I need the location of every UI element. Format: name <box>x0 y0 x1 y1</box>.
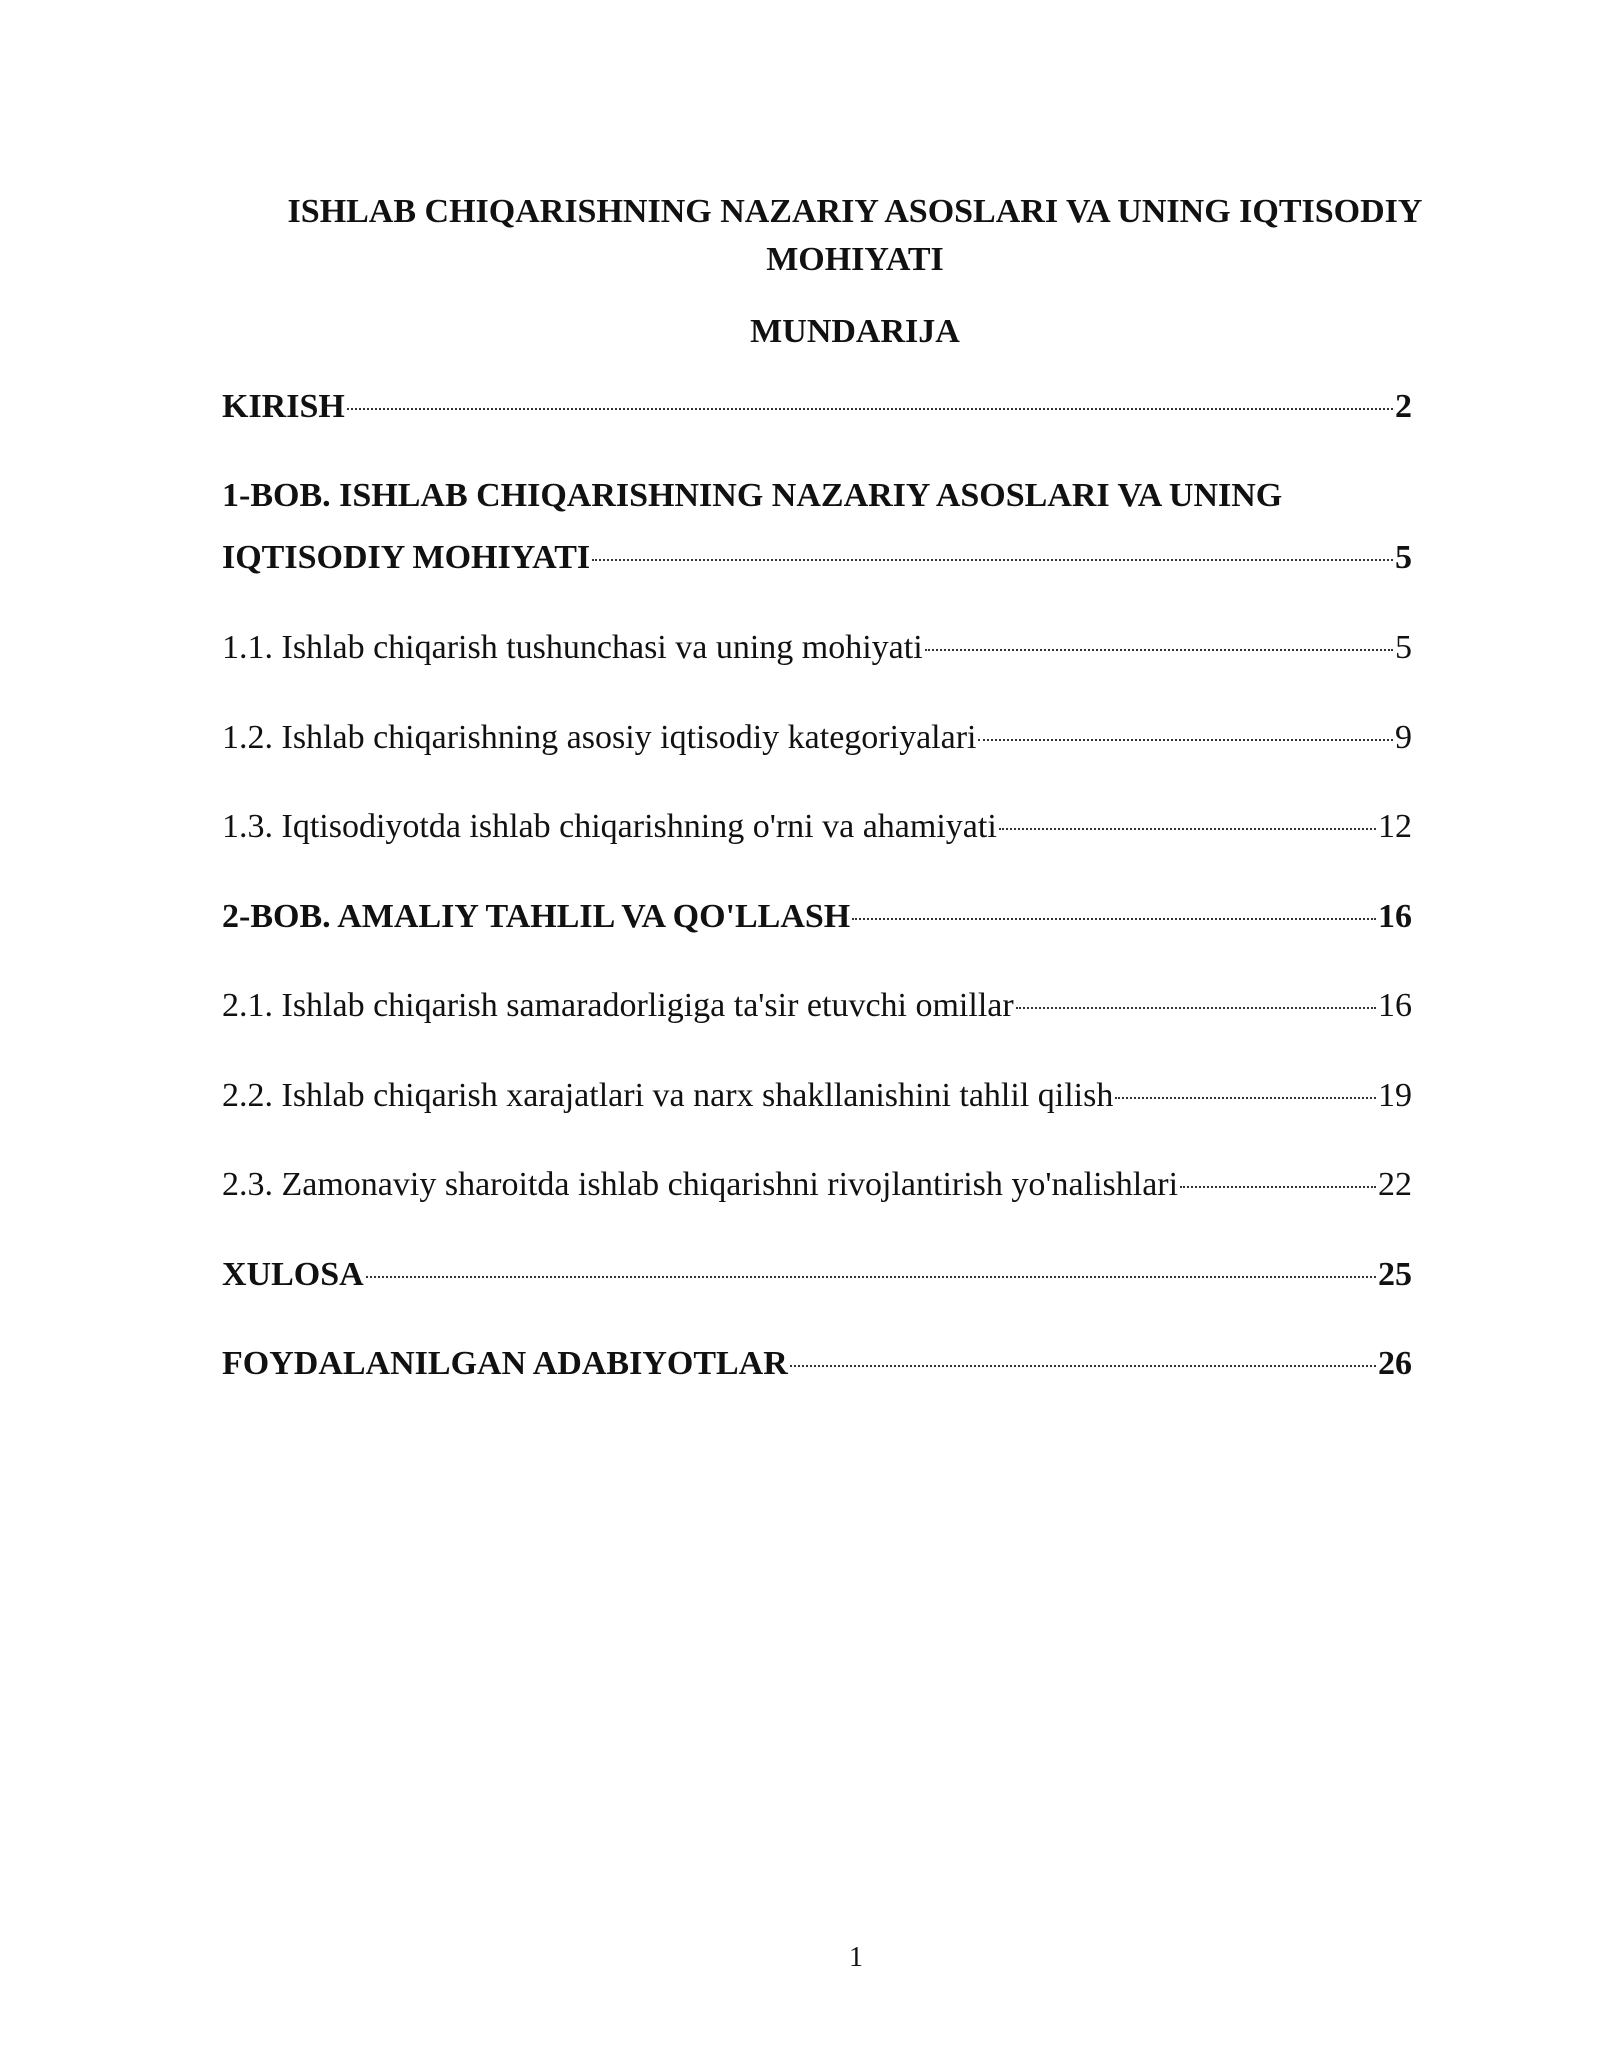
toc-entry-label: 2-BOB. AMALIY TAHLIL VA QO'LLASH <box>222 898 851 935</box>
toc-dot-leader <box>1180 1186 1376 1188</box>
toc-entry-label: 1.3. Iqtisodiyotda ishlab chiqarishning o'rni va ahamiyati <box>222 808 997 845</box>
toc-dot-leader <box>1115 1097 1376 1099</box>
toc-dot-leader <box>999 828 1376 830</box>
toc-dot-leader <box>366 1276 1376 1278</box>
toc-dot-leader <box>1016 1007 1376 1009</box>
toc-entry-label: 1.1. Ishlab chiqarish tushunchasi va uning mohiyati <box>222 629 923 666</box>
toc-entry-page: 16 <box>1378 898 1412 935</box>
toc-entry-page: 26 <box>1378 1345 1412 1382</box>
toc-entry-page: 5 <box>1395 539 1412 576</box>
toc-entry-page: 5 <box>1395 629 1412 666</box>
toc-entry-label: FOYDALANILGAN ADABIYOTLAR <box>222 1345 788 1382</box>
toc-entry-adabiyotlar[interactable] <box>222 1340 1412 1388</box>
toc-entry-label: 1.2. Ishlab chiqarishning asosiy iqtisodiy kategoriyalari <box>222 719 977 756</box>
toc-entry-1-2[interactable] <box>222 714 1412 762</box>
toc-entry-page: 22 <box>1378 1166 1412 1203</box>
toc-dot-leader <box>790 1365 1376 1367</box>
toc-entry-label: 2.2. Ishlab chiqarish xarajatlari va narx shakllanishini tahlil qilish <box>222 1077 1114 1114</box>
toc-entry-xulosa[interactable] <box>222 1251 1412 1299</box>
toc-entry-label-line1: 1-BOB. ISHLAB CHIQARISHNING NAZARIY ASOSLARI VA UNING <box>222 477 1283 514</box>
toc-entry-label: 2.3. Zamonaviy sharoitda ishlab chiqarishni rivojlantirish yo'nalishlari <box>222 1166 1179 1203</box>
toc-entry-label: KIRISH <box>222 388 345 425</box>
toc-dot-leader <box>925 649 1393 651</box>
toc-dot-leader <box>347 408 1393 410</box>
toc-entry-2-1[interactable] <box>222 982 1412 1030</box>
toc-entry-2-2[interactable] <box>222 1072 1412 1120</box>
toc-dot-leader <box>592 559 1393 561</box>
toc-entry-2-3[interactable] <box>222 1161 1412 1209</box>
toc-entry-page: 25 <box>1378 1256 1412 1293</box>
page-number: 1 <box>849 1942 863 1973</box>
toc-entry-1-1[interactable] <box>222 624 1412 672</box>
toc-dot-leader <box>852 918 1376 920</box>
toc-entry-page: 9 <box>1395 719 1412 756</box>
toc-entry-label: 2.1. Ishlab chiqarish samaradorligiga ta'sir etuvchi omillar <box>222 987 1014 1024</box>
toc-entry-bob2[interactable] <box>222 893 1412 941</box>
document-title: ISHLAB CHIQARISHNING NAZARIY ASOSLARI VA UNING IQTISODIY MOHIYATI <box>287 193 1423 278</box>
toc-entry-page: 19 <box>1378 1077 1412 1114</box>
toc-entry-label: IQTISODIY MOHIYATI <box>222 539 591 576</box>
toc-entry-bob1[interactable] <box>222 534 1412 582</box>
toc-entry-page: 12 <box>1378 808 1412 845</box>
toc-entry-page: 2 <box>1395 388 1412 425</box>
toc-entry-page: 16 <box>1378 987 1412 1024</box>
toc-dot-leader <box>978 739 1393 741</box>
toc-entry-kirish[interactable] <box>222 383 1412 431</box>
toc-entry-1-3[interactable] <box>222 803 1412 851</box>
toc-entry-label: XULOSA <box>222 1256 364 1293</box>
toc-heading: MUNDARIJA <box>750 313 960 350</box>
